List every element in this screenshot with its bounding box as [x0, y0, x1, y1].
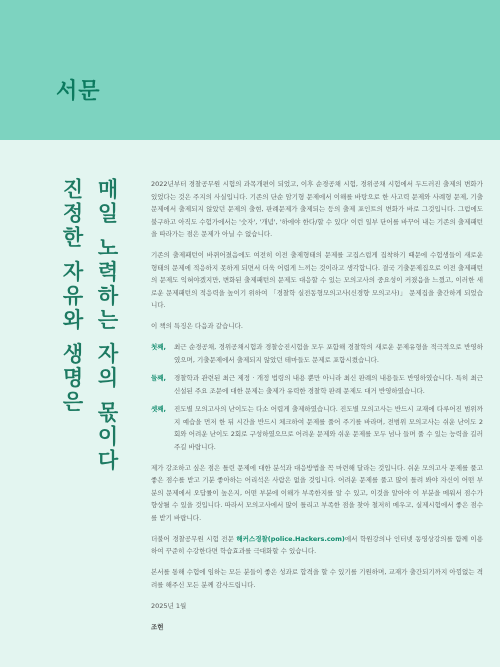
preface-date: 2025년 1월 [151, 601, 187, 610]
paragraph-5-pre: 더불어 경찰공무원 시험 전문 [151, 534, 237, 543]
paragraph-5-post: 에서 학원강의나 인터넷 동영상강의를 함께 이용하여 꾸준히 수강한다면 학습효과를 극대화할 수 있습니다. [151, 534, 483, 555]
paragraph-3: 이 책의 특징은 다음과 같습니다. [151, 322, 243, 330]
vertical-slogan-1: 매일 노력하는 자의 몫이다 [95, 178, 119, 473]
header-band [0, 0, 500, 140]
feature-text: 최근 순경공채, 경위공채시험과 경찰승진시험을 모두 포함해 경찰학의 새로운 문제유형을 적극적으로 반영하였으며, 기출문제에서 출제되지 않았던 테마들도 문제로 포함시켰습니다. [174, 343, 483, 364]
feature-item [151, 372, 483, 397]
paragraph-2: 기존의 출제패턴이 바뀌어졌음에도 여전히 이전 출제형태의 문제를 고집스럽게 집착하기 때문에 수험생들이 새로운 형태의 문제에 적응하지 못하게 되면서 더욱 어렵게 느끼는 것이라고 생각합니다. 결국 기출문제집으로 이전 출제패턴의 문제도 익혀야겠지만, 변화된 출제패턴의 문제도 대응할 수 있는 모의고사의 중요성이 커졌음을 느꼈고, 이러한 새로운 문제패턴의 적응력을 높이기 위하여 「경찰학 실전동형모의고사(신경향 모의고사)」 문제집을 출간하게 되었습니다. [151, 251, 483, 309]
feature-text: 진도별 모의고사의 난이도는 다소 어렵게 출제하였습니다. 진도별 모의고사는 반드시 교재에 다루어진 범위까지 예습을 먼저 한 뒤 시간을 반드시 체크하여 문제를 풀어 주기를 바라며, 전범위 모의고사는 쉬운 난이도 2회와 어려운 난이도 2회로 구성하였으므로 어려운 문제와 쉬운 문제를 모두 넘나 들며 풀 수 있는 능력을 길러 주길 바랍니다. [174, 405, 483, 451]
preface-author: 조현 [151, 622, 164, 631]
paragraph-1: 2022년부터 경찰공무원 시험의 과목개편이 되었고, 이후 순경공채 시험, 경위공채 시험에서 두드러진 출제의 변화가 있었다는 것은 주지의 사실입니다. 기존의 단순 암기형 문제에서 이해를 바탕으로 한 사고력 문제와 사례형 문제, 기출문제에서 출제되지 않았던 문제의 출현, 판례문제가 출제되는 등의 출제 포인트의 변화가 바로 그것입니다. 그럼에도 불구하고 아직도 수험가에서는 '숫자', '개념', '하에야 한다/할 수 있다' 이런 일부 단어를 바꾸어 내는 기존의 출제패턴을 따라가는 점은 문제가 아닐 수 없습니다. [151, 180, 483, 238]
hackers-link[interactable]: 해커스경찰(police.Hackers.com) [236, 534, 345, 543]
preface-body [151, 178, 483, 642]
vertical-slogan-2: 진정한 자유와 생명은 [60, 178, 84, 415]
feature-label: 첫째, [151, 343, 167, 351]
paragraph-4: 제가 강조하고 싶은 점은 틀린 문제에 대한 분석과 대응방법을 꼭 마련해 달라는 것입니다. 쉬운 모의고사 문제를 풀고 좋은 점수를 받고 기분 좋아하는 어리석은 사람은 없을 것입니다. 어려운 문제를 풀고 많이 틀려 봐야 자신이 어떤 부분의 문제에서 오답률이 높은지, 어떤 부분에 이해가 부족한지를 알 수 있고, 이것을 알아야 이 부분을 메워서 점수가 향상될 수 있을 것입니다. 따라서 모의고사에서 많이 틀리고 부족한 점을 찾아 철저히 메우고, 실제시험에서 좋은 점수를 받기 바랍니다. [151, 463, 483, 522]
page-title: 서문 [56, 79, 101, 104]
paragraph-6: 본서를 통해 수험에 임하는 모든 분들이 좋은 성과로 합격을 할 수 있기를 기원하며, 교재가 출간되기까지 아낌없는 격려를 해주신 모든 분께 감사드립니다. [151, 568, 483, 589]
feature-label: 둘째, [151, 374, 167, 382]
feature-label: 셋째, [151, 405, 167, 413]
feature-text: 경찰학과 관련된 최근 제정 · 개정 법령의 내용 뿐만 아니라 최신 판례의 내용들도 반영하였습니다. 특히 최근 신설된 주요 조문에 대한 문제는 출제가 유력한 경찰학 판례 문제도 대거 반영하였습니다. [174, 374, 483, 395]
paragraph-5 [151, 533, 483, 558]
feature-item [151, 341, 483, 366]
feature-item [151, 403, 483, 453]
